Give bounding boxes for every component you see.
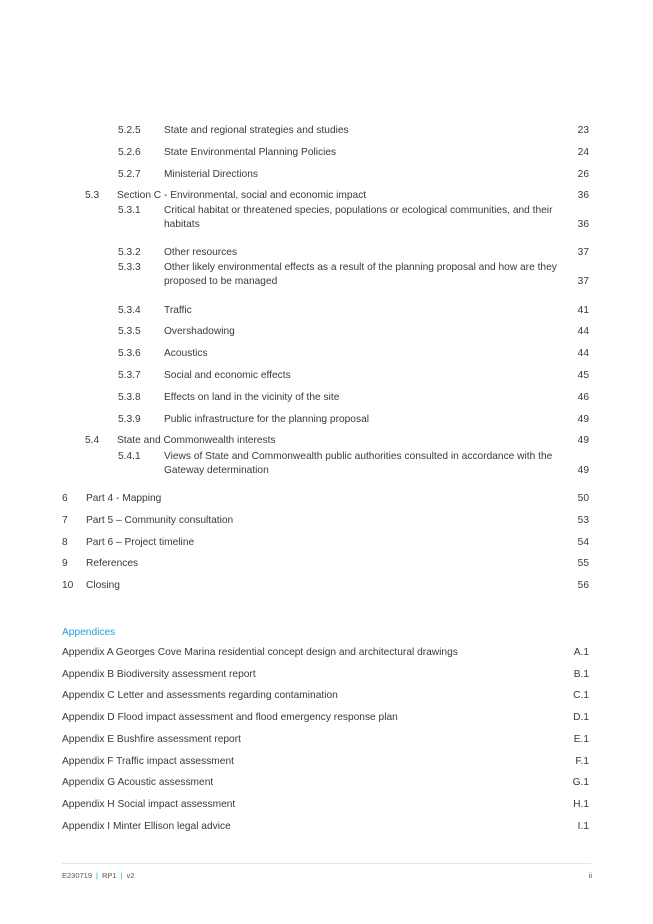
toc-entry-title: Acoustics xyxy=(164,348,208,359)
footer-separator: | xyxy=(120,871,123,880)
toc-entry-title: Section C - Environmental, social and economic impact xyxy=(117,190,367,201)
footer-page-number: ii xyxy=(588,871,592,880)
toc-entry-page: 24 xyxy=(577,147,589,158)
toc-entry-title: State and Commonwealth interests xyxy=(117,435,276,446)
toc-entry-page: 26 xyxy=(577,169,589,180)
toc-entry-title: Traffic xyxy=(164,305,192,316)
toc-entry-number: 5.3.3 xyxy=(118,262,141,273)
toc-entry-number: 7 xyxy=(62,515,68,526)
toc-entry-page: 53 xyxy=(577,515,589,526)
toc-entry-number: 5.3.8 xyxy=(118,392,141,403)
toc-entry-title: Public infrastructure for the planning proposal xyxy=(164,414,369,425)
toc-entry-number: 5.3.4 xyxy=(118,305,141,316)
appendix-entry-page: C.1 xyxy=(573,690,589,701)
toc-entry-number: 5.3.7 xyxy=(118,370,141,381)
toc-entry-number: 5.3 xyxy=(85,190,100,201)
footer-divider xyxy=(62,863,591,864)
footer-doc-code: E230719 xyxy=(62,871,93,880)
toc-entry-title: State and regional strategies and studies xyxy=(164,125,349,136)
appendix-entry-page: H.1 xyxy=(573,799,589,810)
toc-entry-number: 5.2.5 xyxy=(118,125,141,136)
toc-entry-number: 9 xyxy=(62,558,68,569)
footer-separator: | xyxy=(96,871,98,880)
toc-entry-number: 5.4.1 xyxy=(118,451,141,462)
toc-entry-page: 36 xyxy=(577,219,589,230)
toc-entry-page: 44 xyxy=(577,326,589,337)
toc-entry-page: 36 xyxy=(577,190,589,201)
appendix-entry-title: Appendix C Letter and assessments regarding contamination xyxy=(62,690,338,701)
appendix-entry-page: I.1 xyxy=(577,821,589,832)
appendix-entry-title: Appendix D Flood impact assessment and flood emergency response plan xyxy=(62,712,398,723)
toc-entry-page: 55 xyxy=(577,558,589,569)
toc-entry-page: 56 xyxy=(577,580,589,591)
toc-entry-number: 5.3.5 xyxy=(118,326,141,337)
appendix-entry-title: Appendix A Georges Cove Marina residential concept design and architectural drawings xyxy=(62,647,458,658)
appendix-entry-page: F.1 xyxy=(575,756,589,767)
toc-entry-number: 5.3.9 xyxy=(118,414,141,425)
toc-entry-page: 41 xyxy=(577,305,589,316)
toc-entry-title: Part 4 - Mapping xyxy=(86,493,162,504)
toc-entry-title: Closing xyxy=(86,580,120,591)
toc-entry-title: Effects on land in the vicinity of the site xyxy=(164,392,340,403)
toc-entry-title: Other resources xyxy=(164,247,238,258)
toc-entry-number: 5.3.6 xyxy=(118,348,141,359)
footer-report: RP1 xyxy=(101,871,117,880)
toc-entry-page: 46 xyxy=(577,392,589,403)
toc-entry-number: 10 xyxy=(62,580,74,591)
toc-entry-title: References xyxy=(86,558,139,569)
appendix-entry-title: Appendix E Bushfire assessment report xyxy=(62,734,241,745)
appendix-entry-title: Appendix G Acoustic assessment xyxy=(62,777,214,788)
toc-entry-title: State Environmental Planning Policies xyxy=(164,147,337,158)
appendix-entry-page: B.1 xyxy=(573,669,589,680)
toc-entry-title: Other likely environmental effects as a result of the planning proposal and how are they proposed to be managed xyxy=(164,262,557,287)
appendices-heading: Appendices xyxy=(62,627,116,638)
appendix-entry-title: Appendix I Minter Ellison legal advice xyxy=(62,821,231,832)
appendix-entry-page: A.1 xyxy=(573,647,589,658)
toc-entry-page: 50 xyxy=(577,493,589,504)
toc-entry-page: 44 xyxy=(577,348,589,359)
toc-entry-page: 49 xyxy=(577,414,589,425)
toc-entry-page: 49 xyxy=(577,465,589,476)
appendix-entry-page: G.1 xyxy=(572,777,589,788)
footer xyxy=(62,871,134,880)
toc-entry-number: 5.2.7 xyxy=(118,169,141,180)
toc-entry-number: 5.2.6 xyxy=(118,147,141,158)
appendix-entry-page: E.1 xyxy=(573,734,589,745)
toc-entry-number: 6 xyxy=(62,493,68,504)
appendix-entry-title: Appendix H Social impact assessment xyxy=(62,799,236,810)
toc-entry-page: 45 xyxy=(577,370,589,381)
toc-entry-title: Critical habitat or threatened species, populations or ecological communities, and their habitats xyxy=(164,205,553,230)
toc-entry-page: 37 xyxy=(577,247,589,258)
toc-entry-title: Social and economic effects xyxy=(164,370,291,381)
toc-entry-title: Part 6 – Project timeline xyxy=(86,537,195,548)
toc-entry-number: 5.3.1 xyxy=(118,205,141,216)
toc-entry-page: 23 xyxy=(577,125,589,136)
footer-version: v2 xyxy=(126,871,135,880)
toc-entry-page: 49 xyxy=(577,435,589,446)
appendix-entry-title: Appendix B Biodiversity assessment report xyxy=(62,669,256,680)
toc-entry-title: Overshadowing xyxy=(164,326,235,337)
toc-entry-title: Views of State and Commonwealth public authorities consulted in accordance with the Gateway determination xyxy=(164,451,553,476)
toc-entry-number: 5.3.2 xyxy=(118,247,141,258)
toc-entry-title: Ministerial Directions xyxy=(164,169,258,180)
toc-entry-page: 54 xyxy=(577,537,589,548)
appendix-entry-title: Appendix F Traffic impact assessment xyxy=(62,756,234,767)
appendix-entry-page: D.1 xyxy=(573,712,589,723)
toc-entry-title: Part 5 – Community consultation xyxy=(86,515,234,526)
toc-entry-page: 37 xyxy=(577,276,589,287)
toc-entry-number: 8 xyxy=(62,537,68,548)
toc-entry-number: 5.4 xyxy=(85,435,100,446)
